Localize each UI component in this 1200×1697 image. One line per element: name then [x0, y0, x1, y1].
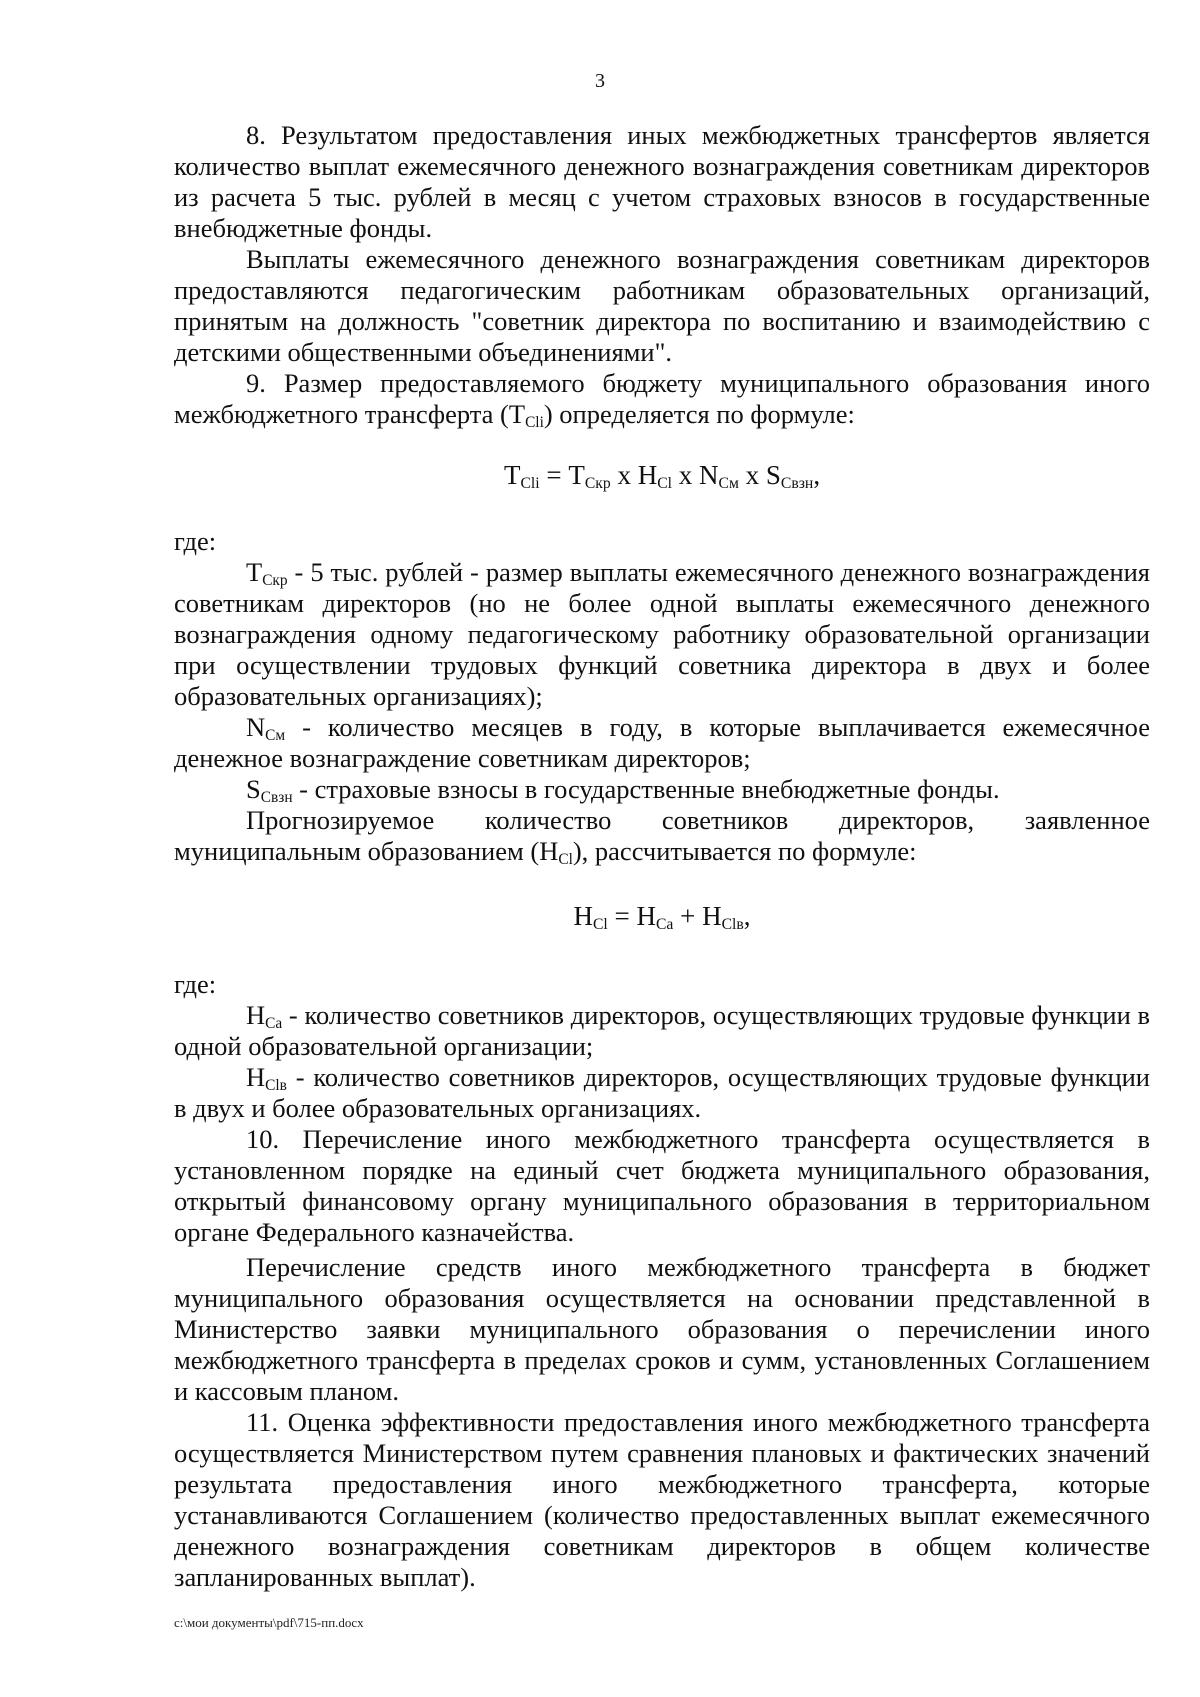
def-ha-text: - количество советников директоров, осуществляющих трудовые функции в одной образовательной организации; — [174, 1000, 1150, 1061]
forecast-sub: Сl — [558, 851, 573, 868]
def-hb-text: - количество советников директоров, осуществляющих трудовые функции в двух и более образовательных организациях. — [174, 1062, 1150, 1123]
formula1-eq: = — [539, 460, 569, 490]
paragraph-11: 11. Оценка эффективности предоставления иного межбюджетного трансферта осуществляется Министерством путем сравнения плановых и фактических значений результата предоставления иного межбюджетного трансферта, которые устанавливаются Соглашением (количество предоставленных выплат ежемесячного денежного вознаграждения советникам директоров в общем количестве запланированных выплат). — [174, 1407, 1150, 1592]
formula1-n-sub: См — [718, 475, 739, 492]
formula-advisers — [174, 899, 1150, 933]
def-s-sub: Свзн — [260, 789, 293, 806]
formula1-s-sub: Свзн — [780, 475, 814, 492]
formula1-times: x — [672, 460, 700, 490]
footer-file-path: c:\мои документы\pdf\715-пп.docx — [174, 1615, 364, 1630]
def-t-sub: Скр — [262, 572, 288, 589]
def-n-symbol: N — [246, 712, 266, 742]
formula2-h-sub: Сl — [592, 916, 608, 933]
formula1-end: , — [813, 460, 821, 490]
document-body — [174, 120, 1150, 1593]
p9-text-post: ) определяется по формуле: — [543, 399, 855, 429]
def-ha-symbol: Н — [246, 1000, 266, 1030]
paragraph-forecast — [174, 805, 1150, 867]
formula2-h: Н — [573, 901, 593, 931]
definition-h-sa — [174, 1000, 1150, 1062]
formula1-h-sub: Сl — [657, 475, 673, 492]
paragraph-10-transfer: Перечисление средств иного межбюджетного трансферта в бюджет муниципального образования осуществляется на основании представленной в Министерство заявки муниципального образования о перечислении иного межбюджетного трансферта в пределах сроков и сумм, установленных Соглашением и кассовым планом. — [174, 1252, 1150, 1406]
forecast-text-pre: Прогнозируемое количество советников директоров, заявленное муниципальным образованием (Н — [174, 805, 1150, 866]
formula1-times: x — [610, 460, 638, 490]
def-t-symbol: Т — [246, 557, 263, 587]
paragraph-8: 8. Результатом предоставления иных межбюджетных трансфертов является количество выплат ежемесячного денежного вознаграждения советникам директоров из расчета 5 тыс. рублей в месяц с учетом страховых взносов в государственные внебюджетные фонды. — [174, 120, 1150, 243]
def-s-text: - страховые взносы в государственные внебюджетные фонды. — [292, 774, 1000, 804]
page-number: 3 — [595, 70, 605, 92]
paragraph-10: 10. Перечисление иного межбюджетного трансферта осуществляется в установленном порядке на единый счет бюджета муниципального образования, открытый финансовому органу муниципального образования в территориальном органе Федерального казначейства. — [174, 1124, 1150, 1247]
where-label-1: где: — [174, 526, 217, 556]
paragraph-9 — [174, 368, 1150, 430]
p9-subscript: Сli — [525, 414, 544, 431]
definition-s-svzn — [174, 774, 1150, 805]
def-n-text: - количество месяцев в году, в которые выплачивается ежемесячное денежное вознаграждение советникам директоров; — [174, 712, 1150, 773]
formula2-a: Н — [636, 901, 656, 931]
formula1-times: x — [738, 460, 766, 490]
formula2-b-sub: Сlв — [721, 916, 744, 933]
formula1-t: Т — [503, 460, 521, 490]
def-ha-sub: Са — [265, 1015, 283, 1032]
where-label-2: где: — [174, 969, 217, 999]
p9-text-pre: 9. Размер предоставляемого бюджету муниципального образования иного межбюджетного трансферта (Т — [174, 368, 1150, 429]
formula1-t2-sub: Скр — [584, 475, 611, 492]
paragraph-8-payments: Выплаты ежемесячного денежного вознаграждения советникам директоров предоставляются педагогическим работникам образовательных организаций, принятым на должность "советник директора по воспитанию и взаимодействию с детскими общественными объединениями". — [174, 244, 1150, 367]
def-hb-symbol: Н — [246, 1062, 266, 1092]
forecast-text-post: ), рассчитывается по формуле: — [572, 836, 917, 866]
formula1-t2: Т — [568, 460, 585, 490]
def-hb-sub: Сlв — [265, 1077, 287, 1094]
def-t-text: - 5 тыс. рублей - размер выплаты ежемесячного денежного вознаграждения советникам директоров (но не более одной выплаты ежемесячного денежного вознаграждения одному педагогическому работнику образовательной организации при осуществлении трудовых функций советника директора в двух и более образовательных организациях); — [174, 557, 1150, 711]
formula2-eq: = — [607, 901, 637, 931]
formula1-s: S — [765, 460, 781, 490]
formula1-n: N — [699, 460, 719, 490]
formula2-a-sub: Са — [655, 916, 674, 933]
formula2-b: Н — [702, 901, 722, 931]
formula2-plus: + — [673, 901, 703, 931]
formula2-end: , — [743, 901, 751, 931]
def-n-sub: См — [265, 727, 286, 744]
definition-n-sm — [174, 712, 1150, 774]
definition-t-skr — [174, 557, 1150, 712]
formula1-t-sub: Сli — [520, 475, 540, 492]
definition-h-slv — [174, 1062, 1150, 1124]
def-s-symbol: S — [246, 774, 261, 804]
formula1-h: Н — [637, 460, 658, 490]
formula-transfer — [174, 458, 1150, 492]
